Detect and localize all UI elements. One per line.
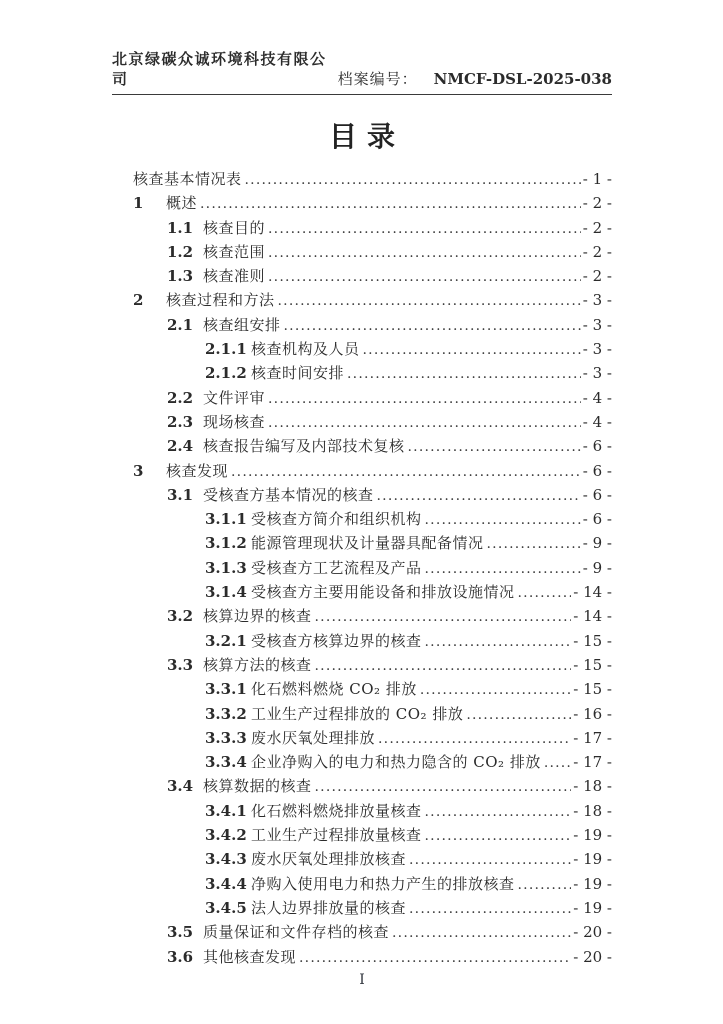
toc-entry-title: 核查报告编写及内部技术复核 xyxy=(203,437,405,456)
toc-entry-title: 文件评审 xyxy=(203,388,266,407)
toc-entry-page: - 3 - xyxy=(582,291,612,310)
toc-entry-title: 法人边界排放量的核查 xyxy=(251,898,407,917)
toc-entry-title: 质量保证和文件存档的核查 xyxy=(203,923,390,942)
toc-entry xyxy=(205,677,612,701)
toc-entry-number: 3.3.2 xyxy=(205,704,247,723)
toc-entry-number: 2 xyxy=(133,291,144,310)
toc-entry xyxy=(205,531,612,555)
toc-leader-dots xyxy=(518,872,572,897)
page-number: I xyxy=(359,971,365,988)
toc-entry xyxy=(133,459,612,483)
toc-entry xyxy=(167,945,612,969)
toc-leader-dots xyxy=(347,361,581,386)
toc-entry-page: - 17 - xyxy=(573,753,612,772)
toc-entry-number: 3.1.1 xyxy=(205,510,247,529)
toc-entry-page: - 18 - xyxy=(573,801,612,820)
toc-entry-number: 3.6 xyxy=(167,947,194,966)
toc-leader-dots xyxy=(392,920,571,945)
toc-entry-page: - 6 - xyxy=(582,437,612,456)
toc-entry-title: 其他核查发现 xyxy=(203,947,297,966)
toc-entry-number: 3.2 xyxy=(167,607,194,626)
toc-entry-page: - 3 - xyxy=(582,340,612,359)
toc-entry xyxy=(205,580,612,604)
toc-entry-number: 3.1.2 xyxy=(205,534,247,553)
toc-entry-number: 2.4 xyxy=(167,437,194,456)
toc-entry xyxy=(205,629,612,653)
toc-entry-title: 废水厌氧处理排放 xyxy=(251,728,376,747)
toc-leader-dots xyxy=(425,823,572,848)
toc-entry-title: 核查机构及人员 xyxy=(251,340,360,359)
toc-leader-dots xyxy=(200,191,581,216)
toc-entry-page: - 19 - xyxy=(573,898,612,917)
toc-entry xyxy=(205,750,612,774)
toc-leader-dots xyxy=(245,167,581,192)
toc-entry-title: 核查基本情况表 xyxy=(133,170,242,188)
toc-entry-number: 1.3 xyxy=(167,267,194,286)
toc-entry-page: - 17 - xyxy=(573,728,612,747)
toc-leader-dots xyxy=(231,459,581,484)
toc-entry-page: - 15 - xyxy=(573,655,612,674)
toc-leader-dots xyxy=(544,750,571,775)
toc-entry-title: 核查目的 xyxy=(203,218,266,237)
toc-entry-title: 核查组安排 xyxy=(203,315,281,334)
toc-leader-dots xyxy=(315,604,572,629)
toc-entry-title: 废水厌氧处理排放核查 xyxy=(251,850,407,869)
toc-entry xyxy=(205,507,612,531)
toc-entry-title: 化石燃料燃烧排放量核查 xyxy=(251,801,422,820)
toc-entry xyxy=(205,702,612,726)
toc-entry xyxy=(133,288,612,312)
toc-entry-page: - 6 - xyxy=(582,461,612,480)
toc-entry xyxy=(205,872,612,896)
toc-entry-page: - 6 - xyxy=(582,485,612,504)
toc-entry-page: - 15 - xyxy=(573,631,612,650)
toc-leader-dots xyxy=(518,580,572,605)
toc-entry-page: - 19 - xyxy=(573,826,612,845)
toc-entry-number: 2.1 xyxy=(167,315,194,334)
toc-entry-number: 3.4 xyxy=(167,777,194,796)
toc-entry-number: 2.1.2 xyxy=(205,364,247,383)
page-footer xyxy=(112,972,612,988)
toc-entry xyxy=(205,726,612,750)
toc-entry xyxy=(205,896,612,920)
toc-entry-number: 3.3 xyxy=(167,655,194,674)
toc-entry-page: - 6 - xyxy=(582,510,612,529)
toc-entry xyxy=(167,386,612,410)
toc-entry-title: 净购入使用电力和热力产生的排放核查 xyxy=(251,874,515,893)
toc-entry-page: - 14 - xyxy=(573,583,612,602)
toc-entry-page: - 4 - xyxy=(582,388,612,407)
toc-leader-dots xyxy=(315,653,572,678)
toc-entry-page: - 14 - xyxy=(573,607,612,626)
toc-leader-dots xyxy=(278,288,581,313)
toc-entry xyxy=(167,216,612,240)
toc-entry-title: 企业净购入的电力和热力隐含的 CO₂ 排放 xyxy=(251,753,541,772)
toc-entry-page: - 20 - xyxy=(573,947,612,966)
file-number-group xyxy=(338,69,612,89)
toc-entry-page: - 9 - xyxy=(582,558,612,577)
toc-entry-number: 3 xyxy=(133,461,144,480)
toc-entry xyxy=(205,823,612,847)
toc-entry-page: - 2 - xyxy=(582,218,612,237)
toc-leader-dots xyxy=(466,702,571,727)
toc-entry-page: - 3 - xyxy=(582,315,612,334)
toc-entry-title: 核查准则 xyxy=(203,267,266,286)
toc-entry xyxy=(167,774,612,798)
toc-entry-title: 概述 xyxy=(166,194,198,213)
toc-entry-title: 现场核查 xyxy=(203,412,266,431)
toc-entry-page: - 16 - xyxy=(573,704,612,723)
toc-title: 目录 xyxy=(328,120,405,153)
toc-entry-title: 能源管理现状及计量器具配备情况 xyxy=(251,534,484,553)
toc-leader-dots xyxy=(268,386,581,411)
toc-entry xyxy=(167,264,612,288)
toc-entry-number: 1.1 xyxy=(167,218,194,237)
toc-entry-title: 核查时间安排 xyxy=(251,364,345,383)
toc-leader-dots xyxy=(409,896,571,921)
toc-entry-page: - 19 - xyxy=(573,850,612,869)
toc-entry-number: 3.1.3 xyxy=(205,558,247,577)
toc-entry-number: 3.2.1 xyxy=(205,631,247,650)
toc-entry-page: - 19 - xyxy=(573,874,612,893)
toc-entry-number: 3.3.4 xyxy=(205,753,247,772)
toc-entry-page: - 2 - xyxy=(582,242,612,261)
toc-leader-dots xyxy=(425,629,572,654)
toc-entry-page: - 18 - xyxy=(573,777,612,796)
toc-entry-number: 3.5 xyxy=(167,923,194,942)
toc-entry-number: 2.2 xyxy=(167,388,194,407)
toc-entry-number: 1.2 xyxy=(167,242,194,261)
page-header xyxy=(112,0,612,95)
toc-entry-page: - 2 - xyxy=(582,194,612,213)
toc-leader-dots xyxy=(377,483,581,508)
toc-leader-dots xyxy=(487,531,581,556)
toc-leader-dots xyxy=(363,337,581,362)
file-number-label: 档案编号： xyxy=(337,70,418,88)
toc-entry-page: - 9 - xyxy=(582,534,612,553)
toc-entry xyxy=(133,167,612,191)
toc-entry-number: 2.3 xyxy=(167,412,194,431)
toc-entry-page: - 15 - xyxy=(573,680,612,699)
toc-entry-title: 核算方法的核查 xyxy=(203,655,312,674)
toc-entry xyxy=(205,799,612,823)
toc-entry xyxy=(167,313,612,337)
file-number-value: NMCF-DSL-2025-038 xyxy=(433,70,612,88)
toc-entry-page: - 4 - xyxy=(582,412,612,431)
toc-entry-title: 核查过程和方法 xyxy=(166,291,275,310)
toc-entry xyxy=(167,920,612,944)
toc-entry xyxy=(167,410,612,434)
toc-entry-page: - 1 - xyxy=(582,170,612,188)
toc-entry-number: 3.4.2 xyxy=(205,826,247,845)
toc-entry-number: 3.3.3 xyxy=(205,728,247,747)
toc-leader-dots xyxy=(315,774,572,799)
toc-entry xyxy=(205,556,612,580)
toc-list xyxy=(112,167,612,969)
toc-entry-title: 工业生产过程排放的 CO₂ 排放 xyxy=(251,704,464,723)
toc-entry-title: 受核查方工艺流程及产品 xyxy=(251,558,422,577)
toc-entry xyxy=(167,653,612,677)
toc-entry-page: - 3 - xyxy=(582,364,612,383)
toc-leader-dots xyxy=(378,726,571,751)
toc-leader-dots xyxy=(420,677,571,702)
toc-entry-number: 3.4.5 xyxy=(205,898,247,917)
toc-entry xyxy=(167,434,612,458)
toc-entry xyxy=(205,847,612,871)
toc-entry-number: 1 xyxy=(133,194,144,213)
toc-leader-dots xyxy=(409,847,571,872)
toc-entry-number: 3.1.4 xyxy=(205,583,247,602)
toc-entry-title: 核算边界的核查 xyxy=(203,607,312,626)
toc-entry-number: 3.4.4 xyxy=(205,874,247,893)
toc-entry-number: 3.4.1 xyxy=(205,801,247,820)
toc-leader-dots xyxy=(425,507,581,532)
toc-leader-dots xyxy=(268,240,581,265)
toc-leader-dots xyxy=(268,264,581,289)
toc-entry-title: 受核查方基本情况的核查 xyxy=(203,485,374,504)
toc-entry-title: 化石燃料燃烧 CO₂ 排放 xyxy=(251,680,417,699)
company-name: 北京绿碳众诚环境科技有限公司 xyxy=(112,50,327,88)
toc-entry xyxy=(167,604,612,628)
toc-entry-title: 核查范围 xyxy=(203,242,266,261)
toc-entry-page: - 2 - xyxy=(582,267,612,286)
toc-entry xyxy=(167,240,612,264)
toc-entry-number: 3.1 xyxy=(167,485,194,504)
toc-leader-dots xyxy=(425,556,581,581)
toc-leader-dots xyxy=(284,313,581,338)
toc-entry-title: 核查发现 xyxy=(166,461,229,480)
toc-entry-title: 受核查方主要用能设备和排放设施情况 xyxy=(251,583,515,602)
toc-entry-number: 2.1.1 xyxy=(205,340,247,359)
toc-entry-page: - 20 - xyxy=(573,923,612,942)
toc-entry-title: 工业生产过程排放量核查 xyxy=(251,826,422,845)
toc-entry xyxy=(133,191,612,215)
toc-entry-number: 3.4.3 xyxy=(205,850,247,869)
toc-entry xyxy=(205,361,612,385)
toc-leader-dots xyxy=(425,799,572,824)
toc-entry-number: 3.3.1 xyxy=(205,680,247,699)
toc-entry xyxy=(167,483,612,507)
toc-entry xyxy=(205,337,612,361)
toc-leader-dots xyxy=(408,434,581,459)
toc-entry-title: 受核查方核算边界的核查 xyxy=(251,631,422,650)
toc-leader-dots xyxy=(299,945,571,970)
toc-leader-dots xyxy=(268,410,581,435)
toc-leader-dots xyxy=(268,216,581,241)
toc-entry-title: 受核查方简介和组织机构 xyxy=(251,510,422,529)
toc-entry-title: 核算数据的核查 xyxy=(203,777,312,796)
